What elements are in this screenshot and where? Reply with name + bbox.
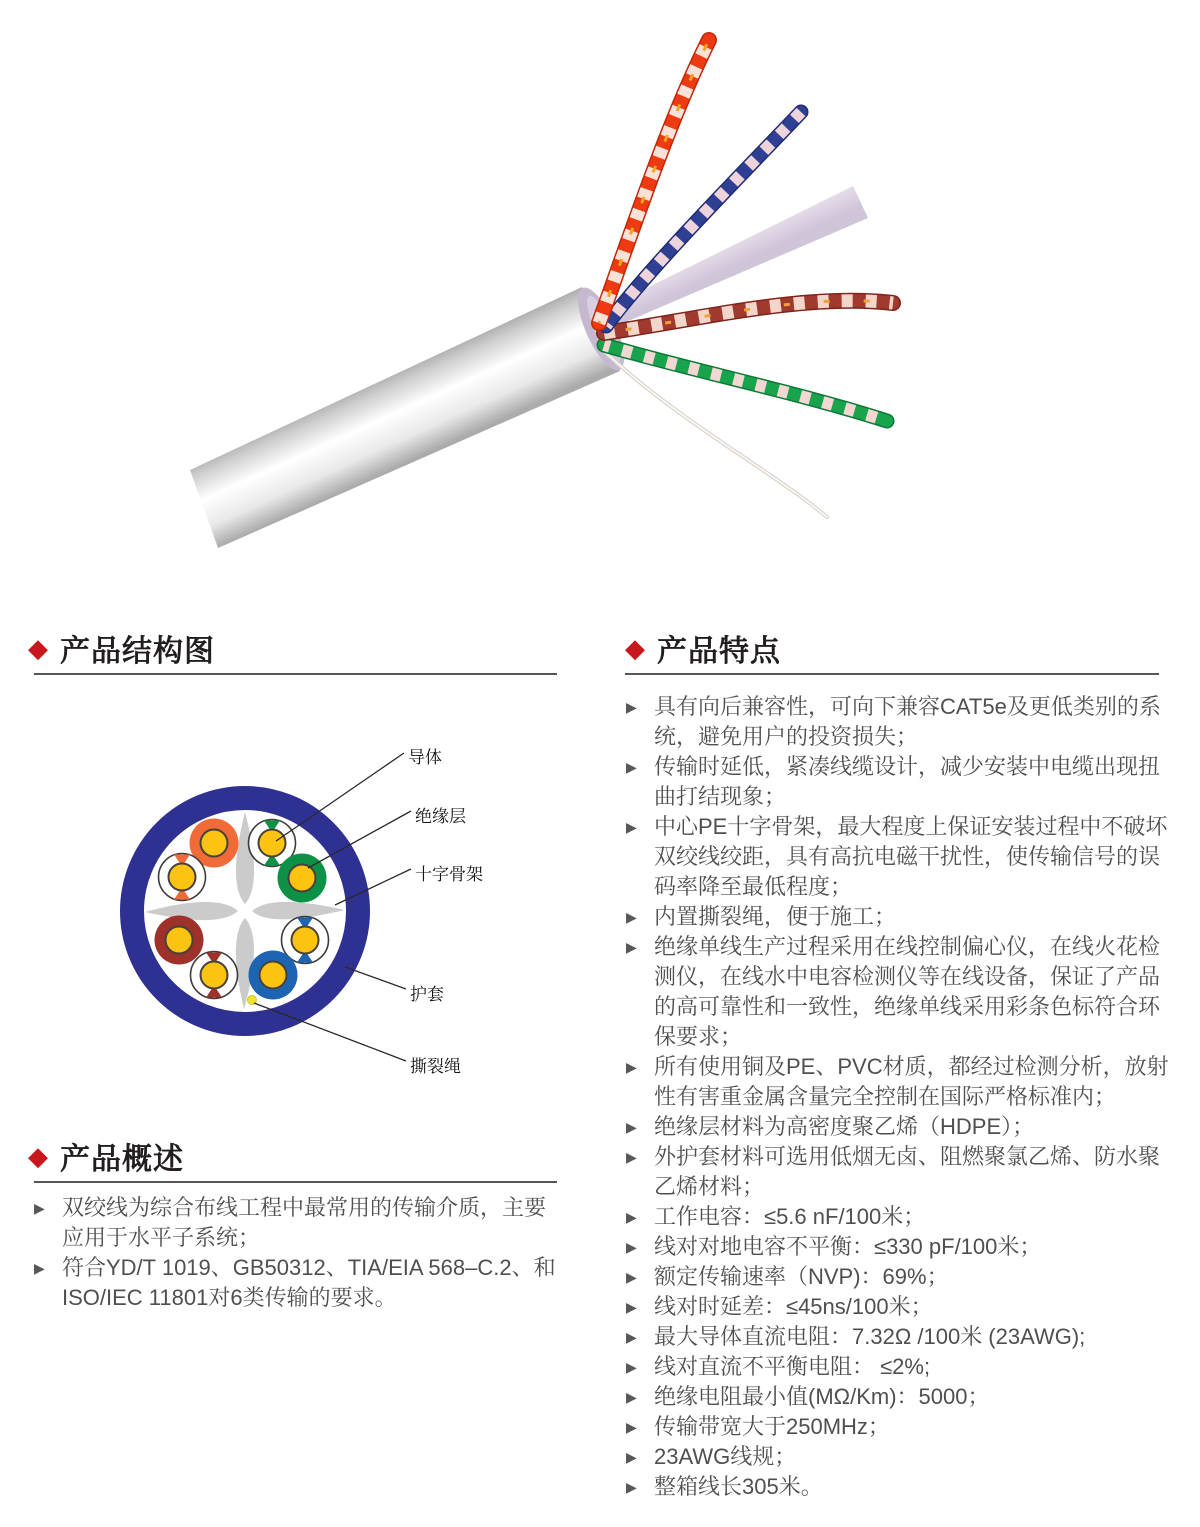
triangle-bullet-icon: ▶ xyxy=(626,819,637,835)
list-item xyxy=(626,1442,1171,1472)
list-item xyxy=(626,932,1171,1052)
triangle-bullet-icon: ▶ xyxy=(626,1209,637,1225)
features-list xyxy=(626,692,1171,1502)
list-item-text: 工作电容：≤5.6 nF/100米； xyxy=(654,1204,926,1229)
diagram-wire-darkred-solid xyxy=(155,916,204,965)
diagram-wire-orange-striped xyxy=(159,854,206,901)
cable-sheath xyxy=(190,287,620,548)
list-item-text: 所有使用铜及PE、PVC材质，都经过检测分析，放射性有害重金属含量完全控制在国际严格标准内； xyxy=(654,1054,1169,1109)
triangle-bullet-icon: ▶ xyxy=(626,1239,637,1255)
list-item xyxy=(626,1412,1171,1442)
triangle-bullet-icon: ▶ xyxy=(626,1449,637,1465)
list-item xyxy=(626,1202,1171,1232)
list-item xyxy=(34,1253,564,1313)
list-item-text: 最大导体直流电阻：7.32Ω /100米 (23AWG); xyxy=(654,1324,1086,1349)
list-item xyxy=(626,1472,1171,1502)
list-item xyxy=(626,1112,1171,1142)
list-item-text: 具有向后兼容性，可向下兼容CAT5e及更低类别的系统，避免用户的投资损失； xyxy=(654,694,1161,749)
diagram-label-cross-skeleton: 十字骨架 xyxy=(415,865,483,884)
triangle-bullet-icon: ▶ xyxy=(626,1119,637,1135)
section-rule xyxy=(34,673,557,675)
list-item xyxy=(626,1232,1171,1262)
triangle-bullet-icon: ▶ xyxy=(626,1329,637,1345)
list-item xyxy=(626,1052,1171,1112)
triangle-bullet-icon: ▶ xyxy=(626,909,637,925)
list-item-text: 线对时延差：≤45ns/100米； xyxy=(654,1294,933,1319)
diagram-wire-darkred-striped xyxy=(191,952,238,999)
list-item-text: 额定传输速率（NVP)：69%； xyxy=(654,1264,949,1289)
section-header-structure xyxy=(28,629,215,667)
list-item-text: 绝缘层材料为高密度聚乙烯（HDPE）； xyxy=(654,1114,1035,1139)
section-header-overview xyxy=(28,1137,184,1175)
diagram-label-conductor: 导体 xyxy=(408,748,442,767)
triangle-bullet-icon: ▶ xyxy=(626,1359,637,1375)
cable-cross-section-diagram xyxy=(100,730,500,1090)
list-item-text: 双绞线为综合布线工程中最常用的传输介质，主要应用于水平子系统； xyxy=(62,1195,547,1250)
triangle-bullet-icon: ▶ xyxy=(626,1479,637,1495)
diagram-wire-green-solid xyxy=(278,854,327,903)
triangle-bullet-icon: ▶ xyxy=(626,1269,637,1285)
triangle-bullet-icon: ▶ xyxy=(34,1200,45,1216)
triangle-bullet-icon: ▶ xyxy=(626,1389,637,1405)
section-title-structure: 产品结构图 xyxy=(60,635,215,668)
overview-list xyxy=(34,1193,564,1313)
list-item xyxy=(34,1193,564,1253)
list-item-text: 线对直流不平衡电阻： ≤2%; xyxy=(654,1354,931,1379)
list-item xyxy=(626,902,1171,932)
list-item xyxy=(626,692,1171,752)
list-item xyxy=(626,752,1171,812)
section-rule xyxy=(625,673,1159,675)
list-item xyxy=(626,1142,1171,1202)
list-item-text: 23AWG线规； xyxy=(654,1444,797,1469)
section-title-features: 产品特点 xyxy=(657,635,781,668)
triangle-bullet-icon: ▶ xyxy=(626,1059,637,1075)
triangle-bullet-icon: ▶ xyxy=(626,1419,637,1435)
twisted-pair-green-white xyxy=(604,345,887,421)
triangle-bullet-icon: ▶ xyxy=(626,699,637,715)
list-item-text: 中心PE十字骨架，最大程度上保证安装过程中不破坏双绞线绞距，具有高抗电磁干扰性，使传输信号的误码率降至最低程度； xyxy=(654,814,1168,899)
triangle-bullet-icon: ▶ xyxy=(626,939,637,955)
list-item xyxy=(626,1292,1171,1322)
list-item-text: 绝缘电阻最小值(MΩ/Km)：5000； xyxy=(654,1384,990,1409)
list-item xyxy=(626,1352,1171,1382)
list-item-text: 内置撕裂绳，便于施工； xyxy=(654,904,897,929)
list-item xyxy=(626,1382,1171,1412)
list-item-text: 传输带宽大于250MHz； xyxy=(654,1414,890,1439)
triangle-bullet-icon: ▶ xyxy=(626,1149,637,1165)
section-title-overview: 产品概述 xyxy=(60,1143,184,1176)
section-rule xyxy=(34,1181,557,1183)
triangle-bullet-icon: ▶ xyxy=(626,759,637,775)
diagram-wire-blue-solid xyxy=(249,951,298,1000)
triangle-bullet-icon: ▶ xyxy=(626,1299,637,1315)
cable-photo xyxy=(0,0,1200,600)
diamond-bullet-icon: ◆ xyxy=(28,1141,48,1171)
list-item xyxy=(626,1262,1171,1292)
triangle-bullet-icon: ▶ xyxy=(34,1260,45,1276)
diagram-label-sheath: 护套 xyxy=(410,985,444,1004)
list-item xyxy=(626,1322,1171,1352)
list-item-text: 整箱线长305米。 xyxy=(654,1474,823,1499)
list-item-text: 线对对地电容不平衡：≤330 pF/100米； xyxy=(654,1234,1042,1259)
list-item-text: 绝缘单线生产过程采用在线控制偏心仪，在线火花检测仪，在线水中电容检测仪等在线设备，保证了产品的高可靠性和一致性，绝缘单线采用彩条色标符合环保要求； xyxy=(654,934,1161,1049)
section-header-features xyxy=(625,629,781,667)
diagram-label-ripcord: 撕裂绳 xyxy=(410,1057,461,1076)
diamond-bullet-icon: ◆ xyxy=(28,633,48,663)
list-item-text: 符合YD/T 1019、GB50312、TIA/EIA 568–C.2、和ISO/IEC 11801对6类传输的要求。 xyxy=(62,1255,556,1310)
diagram-label-insulation: 绝缘层 xyxy=(415,807,466,826)
list-item xyxy=(626,812,1171,902)
diamond-bullet-icon: ◆ xyxy=(625,633,645,663)
list-item-text: 传输时延低，紧凑线缆设计，减少安装中电缆出现扭曲打结现象； xyxy=(654,754,1161,809)
list-item-text: 外护套材料可选用低烟无卤、阻燃聚氯乙烯、防水聚乙烯材料； xyxy=(654,1144,1161,1199)
